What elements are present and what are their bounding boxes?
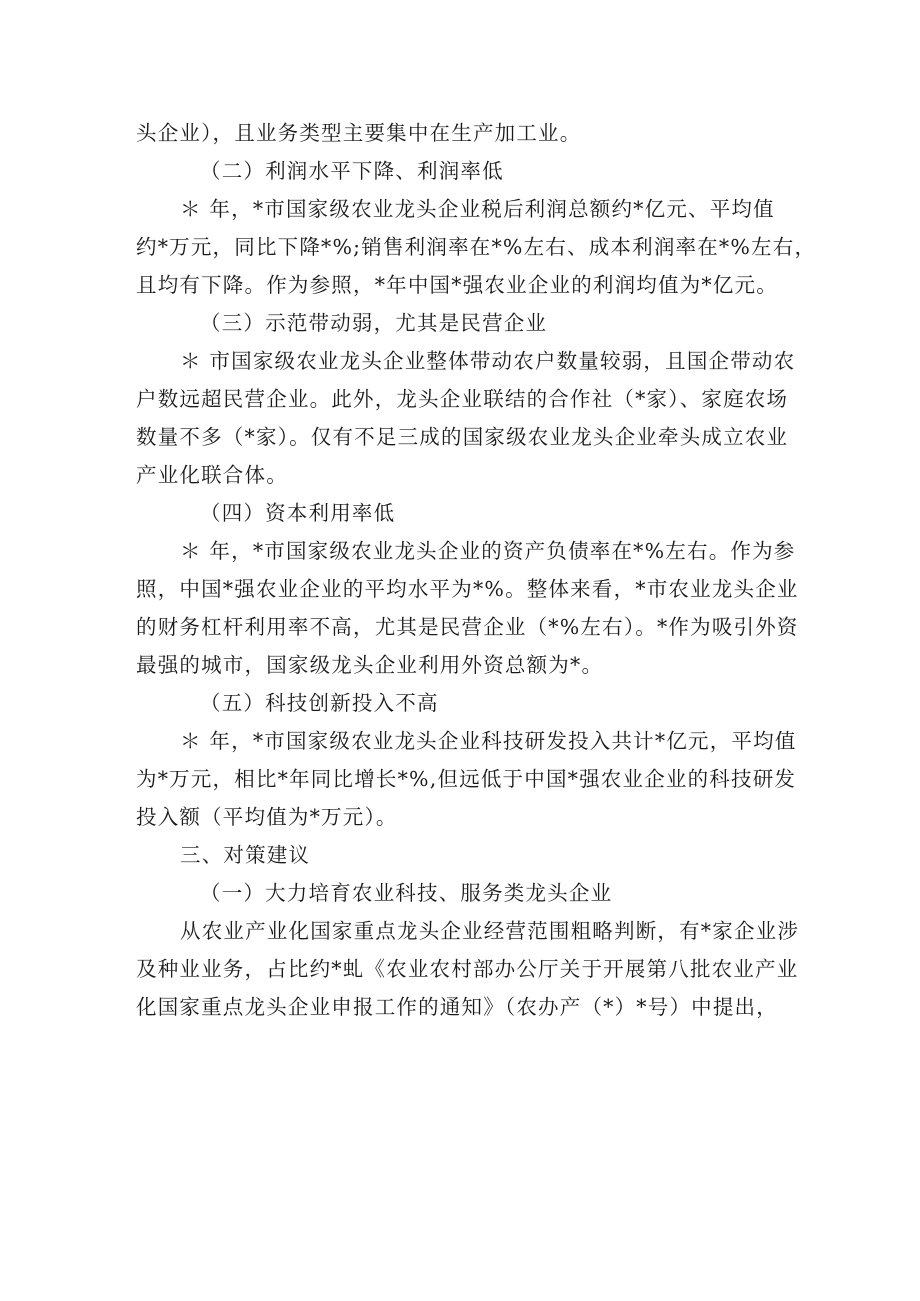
paragraph-line: ＊ 年，*市国家级农业龙头企业的资产负债率在*%左右。作为参 xyxy=(180,539,796,563)
paragraph-line: 为*万元，相比*年同比增长*%,但远低于中国*强农业企业的科技研发 xyxy=(136,767,797,791)
paragraph-line: ＊ 年，*市国家级农业龙头企业税后利润总额约*亿元、平均值 xyxy=(180,197,775,221)
paragraph-line: ＊ 市国家级农业龙头企业整体带动农户数量较弱，且国企带动农 xyxy=(180,349,796,373)
paragraph-line: ＊ 年，*市国家级农业龙头企业科技研发投入共计*亿元，平均值 xyxy=(180,729,797,753)
section-heading-innovation: （五）科技创新投入不高 xyxy=(200,691,439,715)
section-heading-profit: （二）利润水平下降、利润率低 xyxy=(200,159,504,183)
paragraph-line: 化国家重点龙头企业申报工作的通知》（农办产（*）*号）中提出， xyxy=(136,995,778,1019)
paragraph-line: 且均有下降。作为参照，*年中国*强农业企业的利润均值为*亿元。 xyxy=(136,273,778,297)
paragraph-line: 户数远超民营企业。此外，龙头企业联结的合作社（*家）、家庭农场 xyxy=(136,387,789,411)
paragraph-line: 投入额（平均值为*万元）。 xyxy=(136,805,398,829)
paragraph-line: 及种业业务，占比约*虬《农业农村部办公厅关于开展第八批农业产业 xyxy=(136,957,799,981)
paragraph-line: 头企业），且业务类型主要集中在生产加工业。 xyxy=(136,121,582,145)
paragraph-line: 照，中国*强农业企业的平均水平为*%。整体来看，*市农业龙头企业 xyxy=(136,577,799,601)
paragraph-line: 数量不多（*家）。仅有不足三成的国家级农业龙头企业牵头成立农业 xyxy=(136,425,789,449)
section-heading-cultivation: （一）大力培育农业科技、服务类龙头企业 xyxy=(200,881,613,905)
paragraph-line: 约*万元，同比下降*%;销售利润率在*%左右、成本利润率在*%左右， xyxy=(136,235,817,259)
paragraph-line: 最强的城市，国家级龙头企业利用外资总额为*。 xyxy=(136,653,604,677)
paragraph-line: 的财务杠杆利用率不高，尤其是民营企业（*%左右）。*作为吸引外资 xyxy=(136,615,799,639)
section-heading-demonstration: （三）示范带动弱，尤其是民营企业 xyxy=(200,311,548,335)
paragraph-line: 从农业产业化国家重点龙头企业经营范围粗略判断，有*家企业涉 xyxy=(180,919,800,943)
paragraph-line: 产业化联合体。 xyxy=(136,463,288,487)
chapter-heading-recommendations: 三、对策建议 xyxy=(180,843,311,867)
document-body xyxy=(136,114,817,1026)
section-heading-capital: （四）资本利用率低 xyxy=(200,501,396,525)
